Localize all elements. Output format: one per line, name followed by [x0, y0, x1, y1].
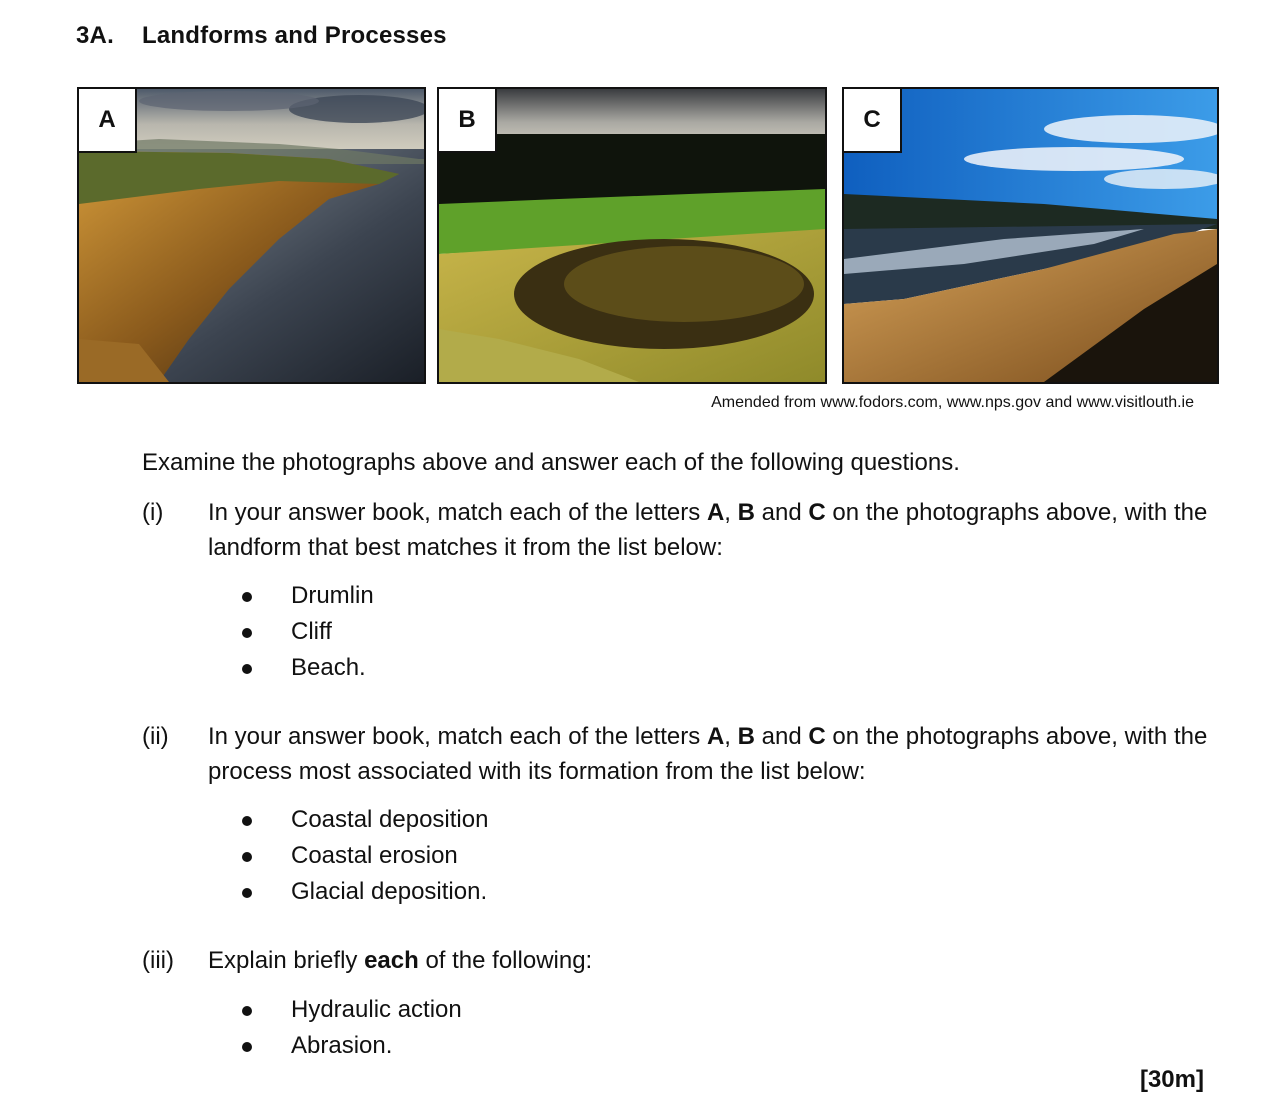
marks-allocation: [30m]: [1139, 1066, 1204, 1093]
explain-list: [236, 992, 462, 1064]
question-text: Explain briefly each of the following:: [208, 947, 593, 974]
question-ii: [142, 719, 1212, 789]
list-item: Cliff: [236, 614, 374, 650]
section-heading: [76, 22, 447, 50]
question-number: (iii): [142, 947, 174, 974]
photo-b-drumlin: [437, 87, 827, 384]
list-item: Coastal erosion: [236, 838, 488, 874]
list-item: Hydraulic action: [236, 992, 462, 1028]
photo-source-credit: Amended from www.fodors.com, www.nps.gov and www.visitlouth.ie: [711, 394, 1194, 411]
instructions-text: Examine the photographs above and answer each of the following questions.: [142, 449, 960, 476]
section-title: Landforms and Processes: [142, 22, 447, 49]
question-i: [142, 495, 1212, 565]
question-number: (ii): [142, 723, 169, 750]
section-number: 3A.: [76, 22, 114, 49]
process-list: [236, 802, 488, 910]
list-item: Abrasion.: [236, 1028, 462, 1064]
list-item: Coastal deposition: [236, 802, 488, 838]
question-text: In your answer book, match each of the letters A, B and C on the photographs above, with the process most associated with its formation from the list below:: [208, 723, 1208, 785]
photo-b-label: B: [439, 89, 497, 153]
list-item: Drumlin: [236, 578, 374, 614]
photo-c-label: C: [844, 89, 902, 153]
landform-list: [236, 578, 374, 686]
list-item: Beach.: [236, 650, 374, 686]
photo-c-beach: [842, 87, 1219, 384]
list-item: Glacial deposition.: [236, 874, 488, 910]
question-iii: [142, 943, 1212, 978]
question-number: (i): [142, 499, 164, 526]
question-text: In your answer book, match each of the letters A, B and C on the photographs above, with the landform that best matches it from the list below:: [208, 499, 1208, 561]
photo-a-cliff: [77, 87, 426, 384]
photo-a-label: A: [79, 89, 137, 153]
